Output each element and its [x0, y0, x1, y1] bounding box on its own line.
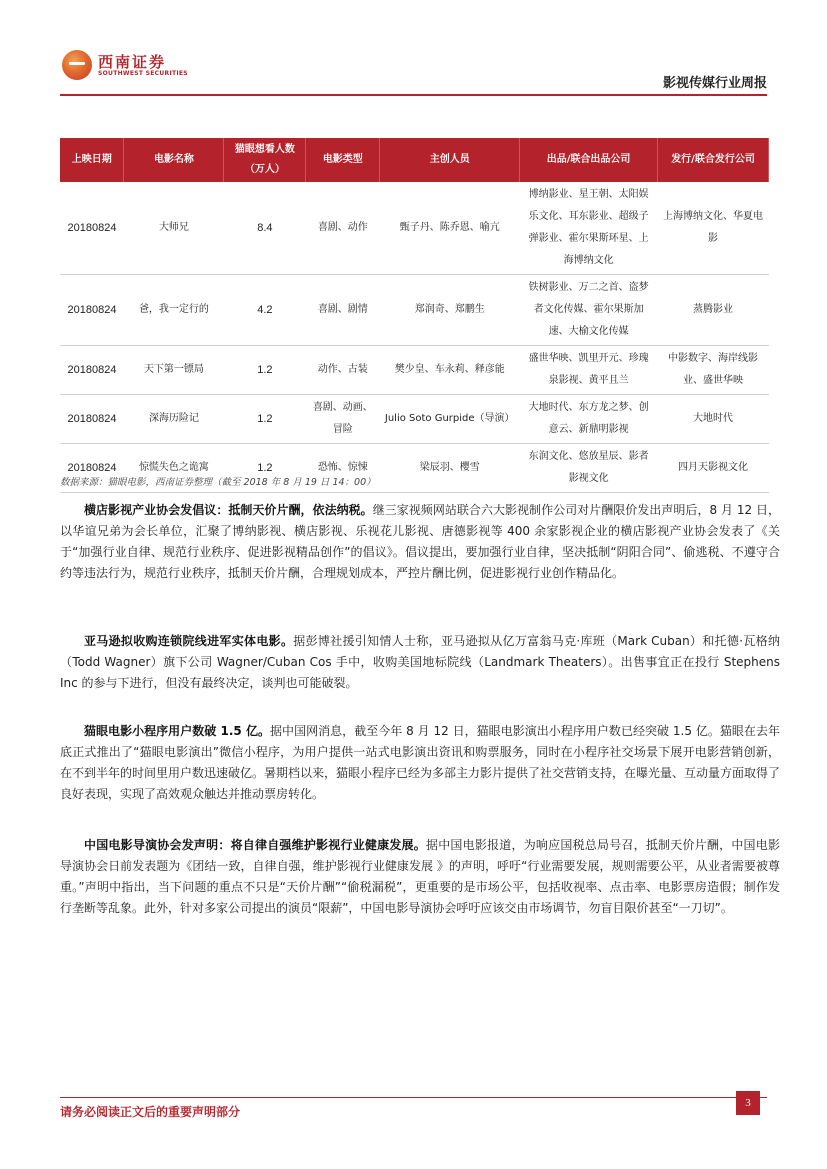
news-paragraph	[60, 835, 780, 919]
cell-genre: 喜剧、动画、冒险	[306, 395, 380, 444]
cell-date: 20180824	[60, 275, 124, 346]
table-row	[60, 346, 769, 395]
cell-crew: 梁辰羽、樱雪	[380, 444, 520, 493]
report-title: 影视传媒行业周报	[662, 76, 767, 91]
cell-title: 天下第一镖局	[124, 346, 224, 395]
cell-genre: 恐怖、惊悚	[306, 444, 380, 493]
cell-genre: 喜剧、剧情	[306, 275, 380, 346]
cell-producer: 东润文化、悠放星辰、影者影视文化	[520, 444, 658, 493]
cell-crew: 郑润奇、郑鹏生	[380, 275, 520, 346]
cell-date: 20180824	[60, 395, 124, 444]
table-header-row	[60, 138, 769, 182]
cell-want: 4.2	[224, 275, 306, 346]
cell-producer: 铁树影业、万二之首、盗梦者文化传媒、霍尔果斯加速、大榆文化传媒	[520, 275, 658, 346]
paragraph-headline: 中国电影导演协会发声明：将自律自强维护影视行业健康发展。	[84, 838, 426, 852]
paragraph-headline: 亚马逊拟收购连锁院线进军实体电影。	[84, 634, 294, 648]
cell-crew: 樊少皇、车永莉、释彦能	[380, 346, 520, 395]
paragraph-body: 据中国电影报道，为响应国税总局号召，抵制天价片酬，中国电影导演协会日前发表题为《团结一致，自律自强，维护影视行业健康发展 》的声明，呼吁“行业需要发展，规则需要公平，从业者需要被尊重。”声明中指出，当下问题的重点不只是“天价片酬”“偷税漏税”，更重要的是市场公平，包括收视率、点击率、电影票房造假；制作发行垄断等乱象。此外，针对多家公司提出的演员“限薪”，中国电影导演协会呼吁应该交由市场调节，勿盲目限价甚至“一刀切”。	[60, 838, 780, 915]
cell-want: 8.4	[224, 182, 306, 275]
film-release-table	[60, 138, 769, 493]
cell-date: 20180824	[60, 182, 124, 275]
logo-emblem-icon	[62, 50, 92, 80]
col-header-crew: 主创人员	[380, 138, 520, 182]
col-header-title: 电影名称	[124, 138, 224, 182]
cell-title: 惊慌失色之诡寓	[124, 444, 224, 493]
cell-distributor: 大地时代	[658, 395, 769, 444]
cell-title: 深海历险记	[124, 395, 224, 444]
paragraph-body: 继三家视频网站联合六大影视制作公司对片酬限价发出声明后，8 月 12 日，以华谊兄弟为会长单位，汇聚了博纳影视、横店影视、乐视花儿影视、唐德影视等 400 余家影视企业的横店影视产业协会发表了《关于“加强行业自律、规范行业秩序、促进影视精品创作”的倡议》。倡议提出，要加强行业自律，坚决抵制“阴阳合同”、偷逃税、不遵守合约等违法行为，规范行业秩序，抵制天价片酬，合理规划成本，严控片酬比例，促进影视行业创作精品化。	[60, 503, 780, 580]
col-header-distributor: 发行/联合发行公司	[658, 138, 769, 182]
news-paragraph	[60, 721, 780, 805]
col-header-want: 猫眼想看人数（万人）	[224, 138, 306, 182]
paragraph-body: 据中国网消息，截至今年 8 月 12 日，猫眼电影演出小程序用户数已经突破 1.5 亿。猫眼在去年底正式推出了“猫眼电影演出”微信小程序，为用户提供一站式电影演出资讯和购票服务，同时在小程序社交场景下展开电影营销创新，在不到半年的时间里用户数迅速破亿。暑期档以来，猫眼小程序已经为多部主力影片提供了社交营销支持，在曝光量、互动量方面取得了良好表现，实现了高效观众触达并推动票房转化。	[60, 724, 781, 801]
footer-divider	[60, 1097, 767, 1098]
footer-disclaimer: 请务必阅读正文后的重要声明部分	[60, 1105, 241, 1119]
cell-title: 大师兄	[124, 182, 224, 275]
news-paragraph	[60, 631, 780, 694]
news-paragraph	[60, 500, 780, 584]
cell-title: 爸，我一定行的	[124, 275, 224, 346]
table-row	[60, 395, 769, 444]
table-row	[60, 182, 769, 275]
cell-producer: 博纳影业、星王朝、太阳娱乐文化、耳东影业、超级子弹影业、霍尔果斯环星、上海博纳文化	[520, 182, 658, 275]
col-header-genre: 电影类型	[306, 138, 380, 182]
col-header-date: 上映日期	[60, 138, 124, 182]
cell-want: 1.2	[224, 346, 306, 395]
cell-crew: 甄子丹、陈乔恩、喻亢	[380, 182, 520, 275]
cell-distributor: 四月天影视文化	[658, 444, 769, 493]
paragraph-headline: 横店影视产业协会发倡议：抵制天价片酬，依法纳税。	[84, 503, 373, 517]
cell-want: 1.2	[224, 395, 306, 444]
logo-text-en: SOUTHWEST SECURITIES	[98, 70, 188, 77]
cell-date: 20180824	[60, 346, 124, 395]
cell-genre: 动作、古装	[306, 346, 380, 395]
cell-genre: 喜剧、动作	[306, 182, 380, 275]
cell-want: 1.2	[224, 444, 306, 493]
header-divider	[60, 94, 767, 96]
cell-distributor: 蒸腾影业	[658, 275, 769, 346]
cell-crew: Julio Soto Gurpide（导演）	[380, 395, 520, 444]
col-header-producer: 出品/联合出品公司	[520, 138, 658, 182]
paragraph-body: 据彭博社援引知情人士称，亚马逊拟从亿万富翁马克·库班（Mark Cuban）和托德·瓦格纳（Todd Wagner）旗下公司 Wagner/Cuban Cos 手中，收购美国地标院线（Landmark Theaters）。出售事宜正在投行 Stephens Inc 的参与下进行，但没有最终决定，谈判也可能破裂。	[60, 634, 780, 690]
table-source-note: 数据来源：猫眼电影，西南证券整理（截至 2018 年 8 月 19 日 14：00）	[60, 477, 376, 488]
logo-text-cn: 西南证券	[98, 53, 167, 71]
cell-producer: 盛世华映、凯里开元、珍瑰泉影视、黄平且兰	[520, 346, 658, 395]
cell-distributor: 上海博纳文化、华夏电影	[658, 182, 769, 275]
table-row	[60, 275, 769, 346]
cell-date: 20180824	[60, 444, 124, 493]
page-number: 3	[736, 1091, 760, 1115]
cell-distributor: 中影数字、海岸线影业、盛世华映	[658, 346, 769, 395]
company-logo	[62, 48, 192, 84]
cell-producer: 大地时代、东方龙之梦、创意云、新鼎明影视	[520, 395, 658, 444]
paragraph-headline: 猫眼电影小程序用户数破 1.5 亿。	[84, 724, 271, 738]
